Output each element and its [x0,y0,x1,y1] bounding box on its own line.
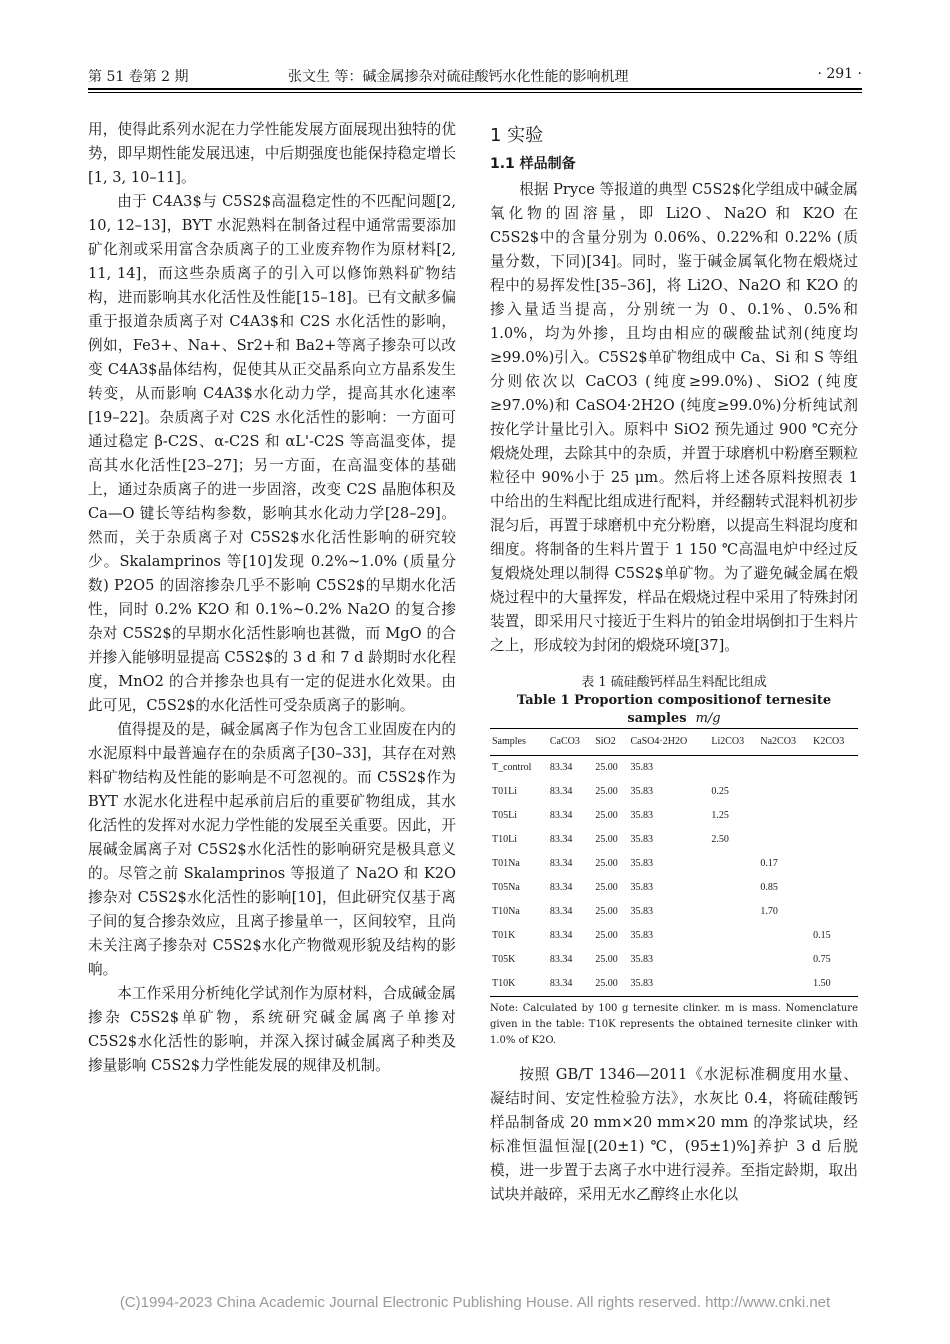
table-cell: 2.50 [711,834,729,845]
paragraph: 按照 GB/T 1346—2011《水泥标准稠度用水量、凝结时间、安定性检验方法》，水灰比 0.4，将硫硅酸钙样品制备成 20 mm×20 mm×20 mm 的净浆试块，经标准恒温恒湿[(20±1) ℃，(95±1)%]养护 3 d 后脱模，进一步置于去离子水中进行浸养。至指定龄期，取出试块并敲碎，采用无水乙醇终止水化以 [490,1066,858,1203]
table-cell: 35.83 [630,786,654,797]
table-row [490,972,858,997]
paragraph: 用，使得此系列水泥在力学性能发展方面展现出独特的优势，即早期性能发展迅速，中后期强度也能保持稳定增长[1, 3, 10–11]。 [88,121,456,186]
table-header-cell: Li2CO3 [709,729,758,756]
table-cell: 25.00 [593,972,628,997]
table-cell: T10K [490,972,548,997]
paragraph: 由于 C4A3$与 C5S2$高温稳定性的不匹配问题[2, 10, 12–13]，BYT 水泥熟料在制备过程中通常需要添加矿化剂或采用富含杂质离子的工业废弃物作为原材料[2, 11, 14]，而这些杂质离子的引入可以修饰熟料矿物结构，进而影响其水化活性及性能[15–18]。已有文献多偏重于报道杂质离子对 C4A3$和 C2S 水化活性的影响，例如，Fe3+、Na+、Sr2+和 Ba2+等离子掺杂可以改变 C4A3$晶体结构，促使其从正交晶系向立方晶系发生转变，从而影响 C4A3$水化动力学，提高其水化速率[19–22]。杂质离子对 C2S 水化活性的影响：一方面可通过稳定 β-C2S、α-C2S 和 αL'-C2S 等高温变体，提高其水化活性[23–27]；另一方面，在高温变体的基础上，通过杂质离子的进一步固溶，改变 C2S 晶胞体积及 Ca—O 键长等结构参数，影响其水化动力学[28–29]。然而，关于杂质离子对 C5S2$水化活性影响的研究较少。Skalamprinos 等[10]发现 0.2%~1.0% (质量分数) P2O5 的固溶掺杂几乎不影响 C5S2$的早期水化活性，同时 0.2% K2O 和 0.1%~0.2% Na2O 的复合掺杂对 C5S2$的早期水化活性影响也甚微，而 MgO 的合并掺入能够明显提高 C5S2$的 3 d 和 7 d 龄期时水化程度，MnO2 的合并掺杂也具有一定的促进水化效果。由此可见，C5S2$的水化活性可受杂质离子的影响。 [88,193,456,714]
table-cell: 0.75 [813,954,831,965]
table-cell [709,972,758,997]
table-header-cell: Na2CO3 [758,729,811,756]
table-cell: 35.83 [630,762,654,773]
table-header-cell: CaSO4·2H2O [629,729,710,756]
table-cell: 1.25 [711,810,729,821]
table-cell: 25.00 [595,882,618,893]
table-cell: 35.83 [630,954,654,965]
table-cell [709,900,758,924]
table-cell [709,756,758,781]
table-cell: 0.15 [813,930,831,941]
copyright-footer: (C)1994-2023 China Academic Journal Electronic Publishing House. All rights reserved. http://www.cnki.net [119,1294,831,1311]
table-cell [758,780,811,804]
table-cell [811,876,858,900]
table-cell [709,876,758,900]
table-cell: T05Na [492,882,520,893]
table-cell: 83.34 [549,810,573,821]
page-number: · 291 · [817,66,862,82]
table-row [490,876,858,900]
table-cell: 35.83 [629,972,710,997]
table-row [490,756,858,781]
table-cell: 35.83 [630,834,654,845]
paragraph: 本工作采用分析纯化学试剂作为原材料，合成碱金属掺杂 C5S2$单矿物，系统研究碱金属离子单掺对 C5S2$水化活性的影响，并深入探讨碱金属离子种类及掺量影响 C5S2$力学性能发展的规律及机制。 [88,985,456,1074]
table-cell: 25.00 [595,786,618,797]
left-column [88,118,456,1078]
table-row [490,900,858,924]
table-cell: 25.00 [595,858,618,869]
table-cell [758,804,811,828]
table-cell: 0.25 [711,786,729,797]
table-cell: 25.00 [595,762,618,773]
table-cell: 1.50 [811,972,858,997]
table-cell: 0.85 [760,882,778,893]
subsection-heading: 1.1 样品制备 [490,156,576,172]
table-header-cell: CaCO3 [548,729,593,756]
table-cell [758,828,811,852]
table-cell [811,756,858,781]
table-cell: 35.83 [630,810,654,821]
table-note: Note: Calculated by 100 g ternesite clinker. m is mass. Nomenclature given in the table: T10K represents the obtained ternesite clinker with 1.0% of K2O. [490,1003,858,1046]
table-cell: 83.34 [549,834,573,845]
table-cell: T01K [492,930,516,941]
table-cell [758,948,811,972]
table-cell: 25.00 [595,954,618,965]
table-cell [709,852,758,876]
table-cell: 25.00 [595,930,618,941]
table-cell: T01Na [492,858,520,869]
header-rule-thick [88,88,862,90]
table-cell: 25.00 [595,834,618,845]
table-cell: 25.00 [595,906,618,917]
table-row [490,924,858,948]
table-cell [811,900,858,924]
table-cell: 83.34 [548,972,593,997]
article-running-title: 张文生 等：碱金属掺杂对硫硅酸钙水化性能的影响机理 [288,69,629,85]
table-cell: 35.83 [630,858,654,869]
table-cell [758,756,811,781]
table-cell: 83.34 [549,858,573,869]
table-cell [709,948,758,972]
table-row [490,804,858,828]
table-header-row [490,729,858,756]
table-cell: T10Li [492,834,517,845]
table-cell: T05Li [492,810,517,821]
table-row [490,948,858,972]
table-row [490,780,858,804]
table-cell: 35.83 [630,882,654,893]
running-header [88,66,862,88]
table-cell: T_control [492,762,532,773]
table-row [490,852,858,876]
table-cell: 83.34 [549,882,573,893]
table-cell: T05K [492,954,516,965]
table-body [490,756,858,997]
table-cell: 1.70 [760,906,778,917]
table-cell [811,828,858,852]
table-cell: 83.34 [549,954,573,965]
table-cell [758,924,811,948]
table-cell: 83.34 [549,906,573,917]
table-cell: 35.83 [630,930,654,941]
table-unit: m/g [695,711,721,726]
table-header-cell: K2CO3 [811,729,858,756]
proportion-table [490,728,858,997]
table-cell: T01Li [492,786,517,797]
table-cell: 83.34 [549,762,573,773]
section-heading: 1 实验 [490,125,544,146]
table-cell: 25.00 [595,810,618,821]
table-cell: T10Na [492,906,520,917]
table-cell: 35.83 [630,906,654,917]
table-cell: 83.34 [549,930,573,941]
table-cell [811,780,858,804]
right-column [490,118,858,1207]
table-block [490,674,858,1049]
paragraph: 值得提及的是，碱金属离子作为包含工业固废在内的水泥原料中最普遍存在的杂质离子[30–33]，其存在对熟料矿物结构及性能的影响是不可忽视的。而 C5S2$作为 BYT 水泥水化进程中起承前启后的重要矿物组成，其水化活性的发挥对水泥力学性能的发展至关重要。因此，开展碱金属离子对 C5S2$水化活性的影响研究是极具意义的。尽管之前 Skalamprinos 等报道了 Na2O 和 K2O 掺杂对 C5S2$水化活性的影响[10]，但此研究仅基于离子间的复合掺杂效应，且离子掺量单一，区间较窄，且尚未关注离子掺杂对 C5S2$水化产物微观形貌及结构的影响。 [88,721,456,978]
table-cell: 0.17 [760,858,778,869]
table-header-cell: SiO2 [593,729,628,756]
table-caption-cn: 表 1 硫硅酸钙样品生料配比组成 [581,675,767,690]
table-cell [758,972,811,997]
table-cell [709,924,758,948]
table-header-cell: Samples [490,729,548,756]
table-caption-en: Table 1 Proportion compositionof ternesite samples m/g [516,693,832,726]
table-cell: 83.34 [549,786,573,797]
table-cell [811,852,858,876]
table-row [490,828,858,852]
table-cell [811,804,858,828]
journal-volume: 第 51 卷第 2 期 [88,69,189,85]
paragraph: 根据 Pryce 等报道的典型 C5S2$化学组成中碱金属氧化物的固溶量，即 Li2O、Na2O 和 K2O 在 C5S2$中的含量分别为 0.06%、0.22%和 0.22% (质量分数，下同)[34]。同时，鉴于碱金属氧化物在煅烧过程中的易挥发性[35–36]，将 Li2O、Na2O 和 K2O 的掺入量适当提高，分别统一为 0、0.1%、0.5%和 1.0%，均为外掺，且均由相应的碳酸盐试剂(纯度均≥99.0%)引入。C5S2$单矿物组成中 Ca、Si 和 S 等组分则依次以 CaCO3 (纯度≥99.0%)、SiO2 (纯度≥97.0%)和 CaSO4·2H2O (纯度≥99.0%)分析纯试剂按化学计量比引入。原料中 SiO2 预先通过 900 ℃充分煅烧处理，去除其中的杂质，并置于球磨机中粉磨至颗粒粒径中 90%小于 25 μm。然后将上述各原料按照表 1 中给出的生料配比组成进行配料，并经翻转式混料机初步混匀后，再置于球磨机中充分粉磨，以提高生料混均度和细度。将制备的生料片置于 1 150 ℃高温电炉中经过反复煅烧处理以制得 C5S2$单矿物。为了避免碱金属在煅烧过程中的大量挥发，样品在煅烧过程中采用了特殊封闭装置，即采用尺寸接近于生料片的铂金坩埚倒扣于生料片之上，形成较为封闭的煅烧环境[37]。 [490,181,858,654]
header-rule-thin [88,92,862,93]
